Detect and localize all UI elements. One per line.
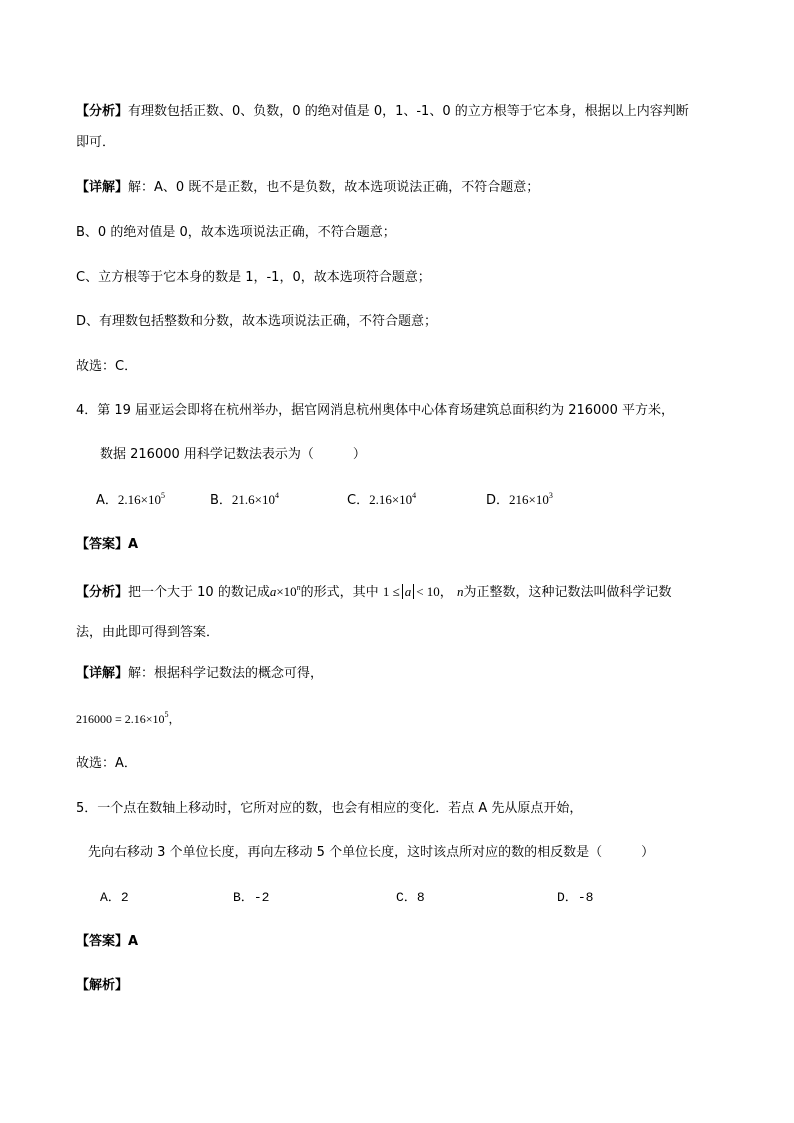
q5-stem-line-2: 先向右移动 3 个单位长度，再向左移动 5 个单位长度，这时该点所对应的数的相反数是（ ） (88, 845, 655, 860)
answer-value: A (128, 934, 139, 949)
q4-equation: $216000 = 2.16\times 10^5$， (76, 710, 181, 726)
detail-text: 解：A、0 既不是正数，也不是负数，故本选项说法正确，不符合题意； (128, 180, 540, 195)
q4-detail: 【详解】解：根据科学记数法的概念可得， (76, 666, 324, 681)
detail-line-b: B、0 的绝对值是 0，故本选项说法正确，不符合题意； (76, 225, 396, 240)
q4-analysis-continuation: 法，由此即可得到答案． (76, 625, 220, 640)
q4-option-d: D．$216\times 10^3$ (486, 491, 553, 508)
q4-choose: 故选：A． (76, 756, 137, 771)
detail-paragraph-1 (76, 179, 539, 197)
q4-answer (76, 536, 138, 554)
q5-stem-line-1: 5．一个点在数轴上移动时，它所对应的数，也会有相应的变化．若点 A 先从原点开始， (76, 801, 583, 816)
detail-tag: 【详解】 (76, 666, 129, 681)
absolute-value-a: a (402, 584, 415, 599)
q4-stem-line-1: 4．第 19 届亚运会即将在杭州举办，据官网消息杭州奥体中心体育场建筑总面积约为 216000 平方米， (76, 403, 674, 418)
choose-line-1: 故选：C． (76, 359, 138, 374)
q5-option-a: A．2 (100, 890, 129, 905)
q4-stem-line-2: 数据 216000 用科学记数法表示为（ ） (100, 447, 366, 462)
analysis-tag: 【分析】 (76, 104, 129, 119)
analysis-text: 有理数包括正数、0、负数，0 的绝对值是 0，1、-1、0 的立方根等于它本身，根据以上内容判断 (128, 104, 689, 119)
q4-option-c: C．$2.16\times 10^4$ (347, 491, 417, 508)
analysis-paragraph-1 (76, 103, 689, 121)
analysis-continuation: 即可． (76, 135, 116, 150)
analysis-tag: 【分析】 (76, 585, 129, 600)
q5-option-d: D．-8 (557, 890, 594, 905)
q5-analysis-tag: 【解析】 (76, 978, 129, 993)
answer-value: A (128, 537, 139, 552)
q5-answer (76, 933, 138, 951)
q4-analysis: 【分析】把一个大于 10 的数记成$a\times 10^n$的形式，其中 1 ≤ a < 10， n为正整数，这种记数法叫做科学记数 (76, 583, 672, 600)
answer-tag: 【答案】 (76, 934, 129, 949)
detail-line-c: C、立方根等于它本身的数是 1，-1，0，故本选项符合题意； (76, 270, 431, 285)
answer-tag: 【答案】 (76, 537, 129, 552)
detail-tag: 【详解】 (76, 180, 129, 195)
q4-option-b: B．$21.6\times 10^4$ (210, 491, 280, 508)
q4-option-a: A．$2.16\times 10^5$ (96, 491, 165, 508)
detail-line-d: D、有理数包括整数和分数，故本选项说法正确，不符合题意； (76, 314, 438, 329)
q5-option-b: B．-2 (233, 890, 270, 905)
q5-option-c: C．8 (396, 890, 425, 905)
